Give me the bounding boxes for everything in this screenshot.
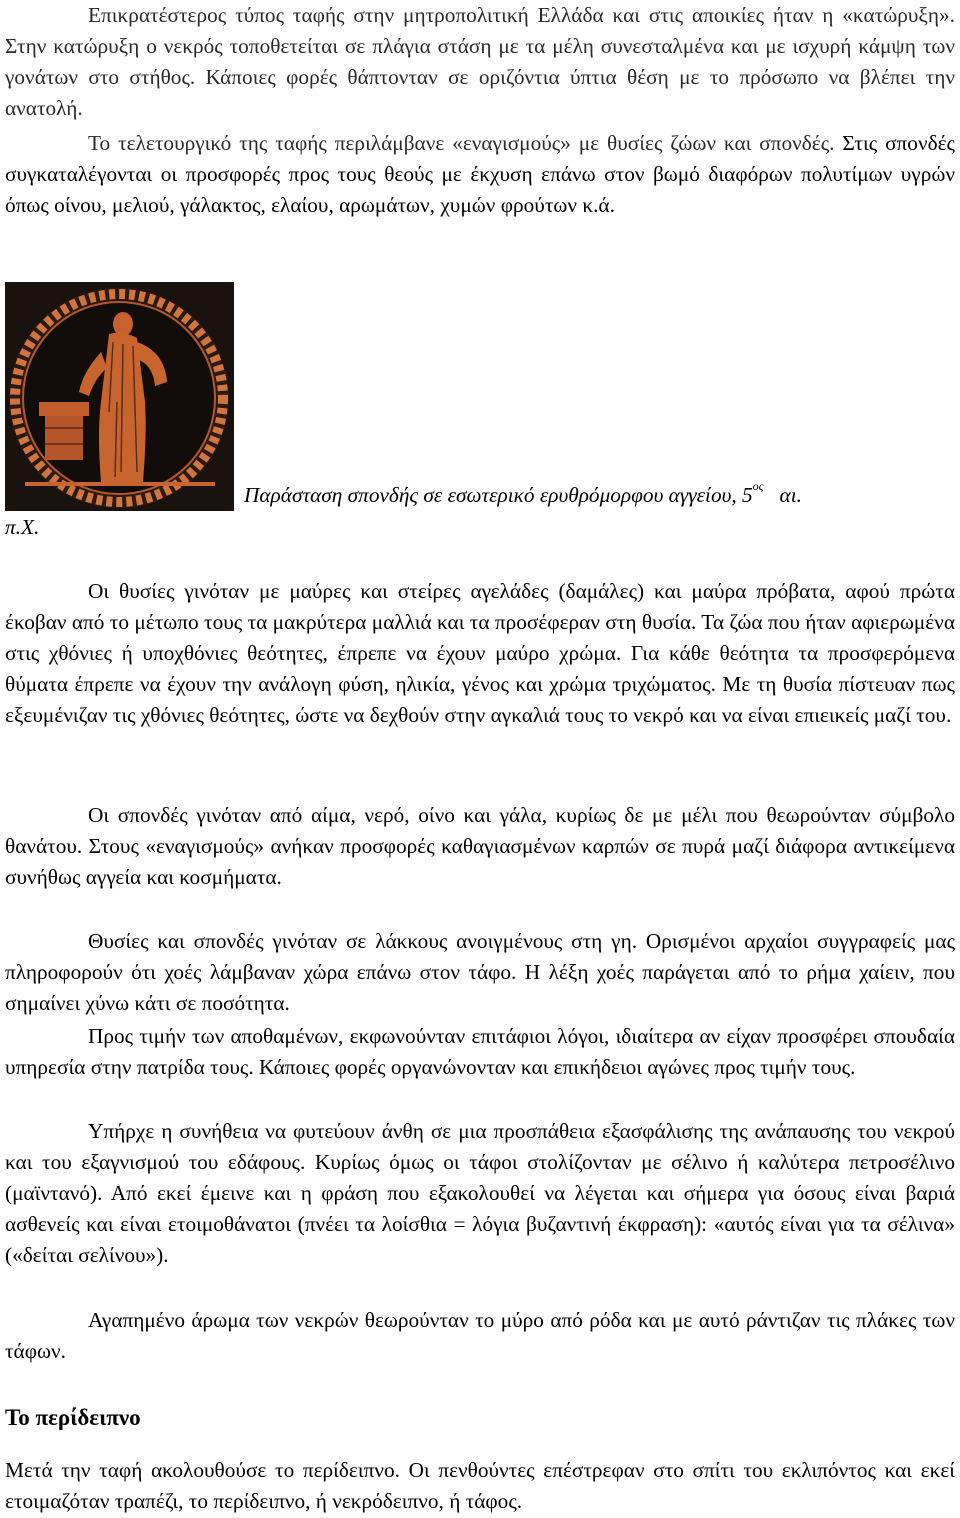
paragraph-perfume: Αγαπημένο άρωμα των νεκρών θεωρούνταν το μύρο από ρόδα και με αυτό ράντιζαν τις πλάκες των τάφων. [5, 1308, 955, 1363]
paragraph-speeches: Προς τιμήν των αποθαμένων, εκφωνούνταν επιτάφιοι λόγοι, ιδιαίτερα αν είχαν προσφέρει σπουδαία υπηρεσία στην πατρίδα τους. Κάποιες φορές οργανώνονταν και επικήδειοι αγώνες προς τιμήν τους. [5, 1024, 955, 1079]
caption-main: Παράσταση σπονδής σε εσωτερικό ερυθρόμορφου αγγείου, 5 [244, 483, 753, 507]
caption-superscript: ος [752, 479, 764, 493]
ritual-paragraph [5, 128, 955, 221]
figure-caption [244, 479, 802, 508]
intro-paragraph [5, 0, 955, 124]
paragraph-libations: Οι σπονδές γινόταν από αίμα, νερό, οίνο και γάλα, κυρίως δε με μέλι που θεωρούνταν σύμβολο θανάτου. Στους «εναγισμούς» ανήκαν προσφορές καθαγιασμένων καρπών σε πυρά μαζί διάφορα αντικείμενα συνήθως αγγεία και κοσμήματα. [5, 803, 955, 889]
red-figure-vessel-illustration [5, 282, 234, 511]
section-body: Μετά την ταφή ακολουθούσε το περίδειπνο. Οι πενθούντες επέστρεφαν στο σπίτι του εκλιπόντος και εκεί ετοιμαζόταν τραπέζι, το περίδειπνο, ή νεκρόδειπνο, ή τάφος. [5, 1458, 955, 1513]
intro-burial-text: Επικρατέστερος τύπος ταφής στην μητροπολιτική Ελλάδα και στις αποικίες ήταν η «κατώρυξη». Στην κατώρυξη ο νεκρός τοποθετείται σε πλάγια στάση με τα μέλη συνεσταλμένα και με ισχυρή κάμψη των γονάτων στο στήθος. Κάποιες φορές θάπτονταν σε οριζόντια ύπτια θέση με το πρόσωπο να βλέπει την ανατολή. [5, 3, 955, 120]
paragraph-sacrifices: Οι θυσίες γινόταν με μαύρες και στείρες αγελάδες (δαμάλες) και μαύρα πρόβατα, αφού πρώτα έκοβαν από το μέτωπο τους τα μακρύτερα μαλλιά και τα προσέφεραν στη θυσία. Τα ζώα που ήταν αφιερωμένα στις χθόνιες ή υποχθόνιες θεότητες, έπρεπε να έχουν μαύρο χρώμα. Για κάθε θεότητα τα προσφερόμενα θύματα έπρεπε να έχουν την ανάλογη φύση, ηλικία, γένος και χρώμα τριχώματος. Με τη θυσία πίστευαν πως εξευμένιζαν τις χθόνιες θεότητες, ώστε να δεχθούν στην αγκαλιά τους το νεκρό και να είναι επιεικείς μαζί του. [5, 579, 955, 727]
section-heading: Το περίδειπνο [5, 1405, 141, 1430]
ritual-text-a: Το τελετουργικό της ταφής περιλάμβανε «εναγισμούς» με θυσίες ζώων και σπονδές. [88, 131, 835, 155]
paragraph-flowers: Υπήρχε η συνήθεια να φυτεύουν άνθη σε μια προσπάθεια εξασφάλισης της ανάπαυσης του νεκρού και του εξαγνισμού του εδάφους. Κυρίως όμως οι τάφοι στολίζονταν με σέλινο ή καλύτερα πετροσέλινο (μαϊντανό). Από εκεί έμεινε και η φράση που εξακολουθεί να λέγεται και σήμερα για όσους είναι βαριά ασθενείς και είναι ετοιμοθάνατοι (πνέει τα λοίσθια = λόγια βυζαντινή έκφραση): «αυτός είναι για τα σέλινα» («δείται σελίνου»). [5, 1119, 955, 1267]
caption-tail: π.Χ. [5, 515, 40, 539]
ritual-text-b: Στις σπονδές συγκαταλέγονται οι προσφορές προς τους θεούς με έκχυση επάνω στον βωμό διαφόρων πολυτίμων υγρών όπως οίνου, μελιού, γάλακτος, ελαίου, αρωμάτων, χυμών φρούτων κ.ά. [5, 131, 955, 217]
vase-image [5, 282, 234, 511]
caption-after: αι. [763, 483, 802, 507]
paragraph-pits: Θυσίες και σπονδές γινόταν σε λάκκους ανοιγμένους στη γη. Ορισμένοι αρχαίοι συγγραφείς μας πληροφορούν ότι χοές λάμβαναν χώρα επάνω στον τάφο. Η λέξη χοές παράγεται από το ρήμα χαίειν, που σημαίνει χύνω κάτι σε ποσότητα. [5, 929, 955, 1015]
